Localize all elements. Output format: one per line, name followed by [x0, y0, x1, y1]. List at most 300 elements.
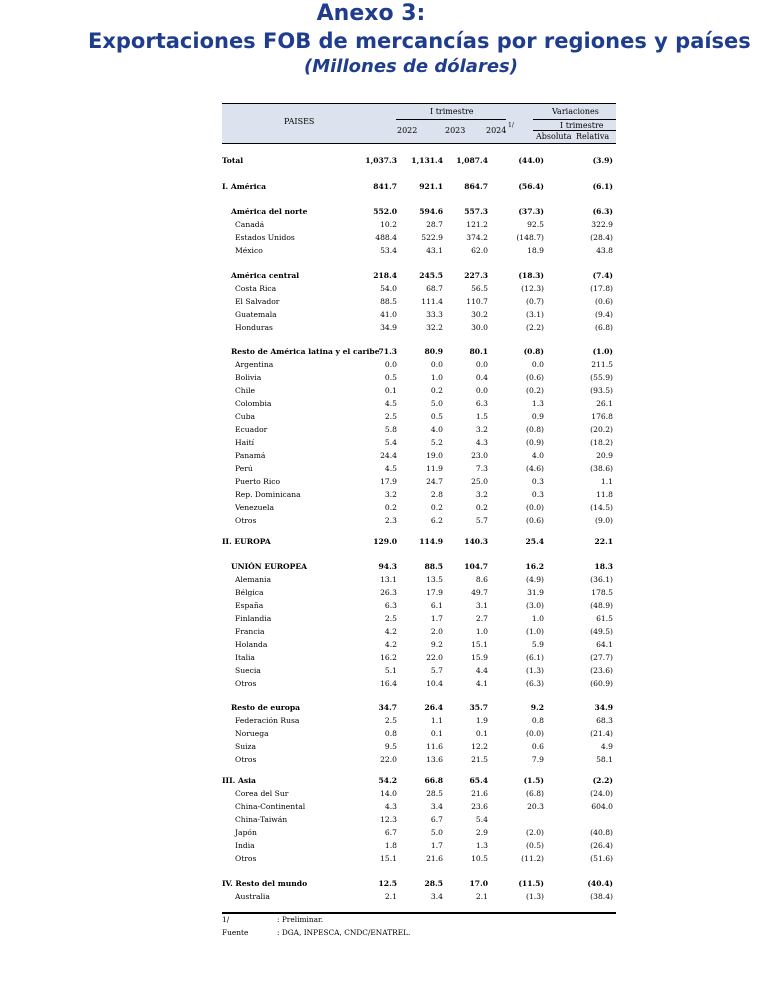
- row-value: 24.7: [426, 477, 443, 486]
- row-value: 111.4: [421, 297, 443, 306]
- row-label: Suiza: [235, 742, 257, 751]
- row-value: (51.6): [590, 854, 613, 863]
- row-value: 65.4: [469, 776, 488, 785]
- row-value: 5.7: [430, 666, 443, 675]
- row-value: (7.4): [592, 271, 613, 280]
- table-row: [222, 385, 616, 398]
- row-value: 0.2: [475, 503, 488, 512]
- row-value: 4.5: [384, 399, 397, 408]
- row-value: (44.0): [518, 156, 544, 165]
- row-value: 110.7: [466, 297, 488, 306]
- footnote-mark: 1/: [222, 915, 230, 924]
- row-value: 488.4: [375, 233, 397, 242]
- row-value: 22.0: [380, 755, 397, 764]
- row-value: 9.2: [530, 703, 544, 712]
- row-label: España: [235, 601, 264, 610]
- row-value: 13.1: [380, 575, 397, 584]
- row-value: (55.9): [590, 373, 613, 382]
- row-label: Alemania: [235, 575, 271, 584]
- row-label: Francia: [235, 627, 265, 636]
- row-value: (49.5): [590, 627, 613, 636]
- row-value: 5.7: [475, 516, 488, 525]
- row-value: 30.0: [471, 323, 488, 332]
- row-value: 0.4: [475, 373, 488, 382]
- row-value: (12.3): [521, 284, 544, 293]
- row-value: 0.1: [475, 729, 488, 738]
- row-value: 2.9: [475, 828, 488, 837]
- table-row: [222, 515, 616, 528]
- table-row: [222, 754, 616, 767]
- row-value: 4.4: [475, 666, 488, 675]
- row-value: (40.8): [590, 828, 613, 837]
- row-value: 28.7: [426, 220, 443, 229]
- row-value: 15.1: [471, 640, 488, 649]
- row-value: 1.3: [475, 841, 488, 850]
- row-value: 0.0: [531, 360, 544, 369]
- row-value: 1.0: [475, 627, 488, 636]
- row-value: 1.1: [430, 716, 443, 725]
- row-value: (0.2): [525, 386, 544, 395]
- row-label: Costa Rica: [235, 284, 277, 293]
- source-label: Fuente: [222, 928, 249, 937]
- table-row: [222, 296, 616, 309]
- row-label: Australia: [235, 892, 270, 901]
- row-value: 1.9: [475, 716, 488, 725]
- table-row: [222, 678, 616, 691]
- table-row: [222, 536, 616, 549]
- row-value: 4.5: [384, 464, 397, 473]
- header-2024: 2024: [486, 126, 507, 135]
- row-label: Guatemala: [235, 310, 277, 319]
- annex-title: Anexo 3:: [316, 1, 426, 26]
- row-value: (21.4): [590, 729, 613, 738]
- table-row: [222, 840, 616, 853]
- row-value: (11.5): [518, 879, 544, 888]
- row-label: Finlandia: [235, 614, 272, 623]
- row-value: 13.6: [426, 755, 443, 764]
- row-value: (36.1): [590, 575, 613, 584]
- table-row: [222, 232, 616, 245]
- row-value: (23.6): [590, 666, 613, 675]
- table-row: [222, 561, 616, 574]
- row-value: 6.3: [384, 601, 397, 610]
- header-trimestre: I trimestre: [430, 107, 474, 116]
- table-row: [222, 600, 616, 613]
- table-row: [222, 437, 616, 450]
- row-value: 522.9: [421, 233, 443, 242]
- table-row: [222, 587, 616, 600]
- row-label: Perú: [235, 464, 253, 473]
- row-value: 0.1: [384, 386, 397, 395]
- row-value: (1.0): [525, 627, 544, 636]
- table-row: [222, 283, 616, 296]
- row-value: (37.3): [518, 207, 544, 216]
- row-value: 68.7: [426, 284, 443, 293]
- table-row: [222, 181, 616, 194]
- row-value: 12.5: [378, 879, 397, 888]
- row-label: Suecia: [235, 666, 261, 675]
- row-value: 26.3: [380, 588, 397, 597]
- row-value: 1,087.4: [456, 156, 488, 165]
- table-row: [222, 639, 616, 652]
- row-value: (0.6): [594, 297, 613, 306]
- row-value: (6.3): [592, 207, 613, 216]
- row-value: 218.4: [373, 271, 397, 280]
- row-value: 25.0: [471, 477, 488, 486]
- row-value: (14.5): [590, 503, 613, 512]
- table-row: [222, 155, 616, 168]
- row-value: 32.2: [426, 323, 443, 332]
- row-value: 5.1: [384, 666, 397, 675]
- table-row: [222, 574, 616, 587]
- row-label: Venezuela: [235, 503, 275, 512]
- row-value: 10.4: [426, 679, 443, 688]
- row-value: 24.4: [380, 451, 397, 460]
- header-divider-variaciones: [533, 119, 616, 120]
- row-value: 2.1: [475, 892, 488, 901]
- table-row: [222, 219, 616, 232]
- table-row: [222, 476, 616, 489]
- row-value: 0.0: [384, 360, 397, 369]
- row-value: 16.4: [380, 679, 397, 688]
- row-value: (18.2): [590, 438, 613, 447]
- row-value: 49.7: [471, 588, 488, 597]
- row-value: 4.1: [475, 679, 488, 688]
- row-label: India: [235, 841, 255, 850]
- table-row: [222, 891, 616, 904]
- table-row: [222, 346, 616, 359]
- row-value: (6.3): [525, 679, 544, 688]
- row-value: 3.1: [475, 601, 488, 610]
- row-value: 227.3: [464, 271, 488, 280]
- row-value: (1.5): [523, 776, 544, 785]
- row-value: 9.2: [430, 640, 443, 649]
- row-value: (3.9): [592, 156, 613, 165]
- table-row: [222, 814, 616, 827]
- table-row: [222, 359, 616, 372]
- row-label: Otros: [235, 516, 257, 525]
- row-value: 5.8: [384, 425, 397, 434]
- table-row: [222, 775, 616, 788]
- row-value: 552.0: [373, 207, 397, 216]
- row-value: (2.2): [525, 323, 544, 332]
- row-value: 43.8: [596, 246, 613, 255]
- row-value: (0.6): [525, 373, 544, 382]
- row-value: 5.4: [384, 438, 397, 447]
- row-value: 6.2: [430, 516, 443, 525]
- header-absoluta: Absoluta: [536, 132, 572, 141]
- row-value: 53.4: [380, 246, 397, 255]
- row-value: 178.5: [591, 588, 613, 597]
- row-value: 54.2: [378, 776, 397, 785]
- row-value: 0.8: [531, 716, 544, 725]
- row-value: 4.9: [600, 742, 613, 751]
- row-value: 1.5: [475, 412, 488, 421]
- row-value: 140.3: [464, 537, 488, 546]
- row-value: 15.1: [380, 854, 397, 863]
- row-value: (1.3): [525, 666, 544, 675]
- row-label: Resto de América latina y el caribe: [231, 347, 380, 356]
- row-value: 4.2: [384, 640, 397, 649]
- row-value: 7.3: [475, 464, 488, 473]
- header-divider-var-trimestre: [533, 130, 616, 131]
- row-label: Cuba: [235, 412, 256, 421]
- row-value: 20.3: [527, 802, 544, 811]
- row-label: Colombia: [235, 399, 272, 408]
- row-value: 841.7: [373, 182, 397, 191]
- row-value: (6.1): [592, 182, 613, 191]
- row-value: 2.0: [430, 627, 443, 636]
- header-2022: 2022: [397, 126, 418, 135]
- row-value: 33.3: [426, 310, 443, 319]
- row-value: 92.5: [527, 220, 544, 229]
- row-value: 6.7: [384, 828, 397, 837]
- row-value: 14.0: [380, 789, 397, 798]
- row-label: Japón: [235, 828, 257, 837]
- row-value: (4.9): [525, 575, 544, 584]
- row-value: (0.0): [525, 729, 544, 738]
- row-label: Chile: [235, 386, 256, 395]
- row-value: (27.7): [590, 653, 613, 662]
- row-label: América del norte: [231, 207, 308, 216]
- row-value: 18.9: [527, 246, 544, 255]
- row-value: 80.9: [424, 347, 443, 356]
- row-value: 176.8: [591, 412, 613, 421]
- row-value: 6.7: [430, 815, 443, 824]
- row-value: (0.9): [525, 438, 544, 447]
- row-value: 61.5: [596, 614, 613, 623]
- source-text: : DGA, INPESCA, CNDC/ENATREL.: [277, 928, 411, 937]
- row-value: (38.4): [590, 892, 613, 901]
- row-value: 94.3: [378, 562, 397, 571]
- row-value: 25.4: [525, 537, 544, 546]
- row-value: 31.9: [527, 588, 544, 597]
- row-label: México: [235, 246, 263, 255]
- row-value: 10.5: [471, 854, 488, 863]
- row-value: 1.7: [430, 614, 443, 623]
- row-value: 5.9: [531, 640, 544, 649]
- row-value: 71.3: [378, 347, 397, 356]
- row-value: (6.8): [594, 323, 613, 332]
- table-row: [222, 372, 616, 385]
- table-row: [222, 450, 616, 463]
- row-value: 4.2: [384, 627, 397, 636]
- row-value: (28.4): [590, 233, 613, 242]
- row-label: Argentina: [235, 360, 274, 369]
- row-value: 245.5: [419, 271, 443, 280]
- row-value: 5.4: [475, 815, 488, 824]
- row-value: (6.1): [525, 653, 544, 662]
- row-value: 0.2: [430, 503, 443, 512]
- row-value: 0.0: [475, 360, 488, 369]
- table-row: [222, 827, 616, 840]
- row-value: 16.2: [380, 653, 397, 662]
- row-value: 129.0: [373, 537, 397, 546]
- row-label: China-Continental: [235, 802, 306, 811]
- row-value: 3.4: [430, 892, 443, 901]
- header-2024-note: 1/: [508, 122, 514, 129]
- row-value: 322.9: [591, 220, 613, 229]
- row-value: 21.5: [471, 755, 488, 764]
- row-value: 3.2: [475, 425, 488, 434]
- table-row: [222, 502, 616, 515]
- row-label: Holanda: [235, 640, 268, 649]
- row-value: (6.8): [525, 789, 544, 798]
- row-value: 23.0: [471, 451, 488, 460]
- row-value: 1.0: [430, 373, 443, 382]
- row-value: 13.5: [426, 575, 443, 584]
- row-value: 17.0: [469, 879, 488, 888]
- row-label: Italia: [235, 653, 255, 662]
- row-label: Bolivia: [235, 373, 262, 382]
- row-value: (1.3): [525, 892, 544, 901]
- row-value: 3.2: [475, 490, 488, 499]
- row-value: 17.9: [380, 477, 397, 486]
- row-value: 1.1: [600, 477, 613, 486]
- row-value: 594.6: [419, 207, 443, 216]
- row-label: Canadá: [235, 220, 265, 229]
- row-value: (1.0): [592, 347, 613, 356]
- row-value: 5.0: [430, 828, 443, 837]
- row-value: 15.9: [471, 653, 488, 662]
- row-label: Federación Rusa: [235, 716, 300, 725]
- table-header: [222, 103, 616, 144]
- row-value: 28.5: [426, 789, 443, 798]
- row-value: 5.0: [430, 399, 443, 408]
- row-value: (2.0): [525, 828, 544, 837]
- row-value: 374.2: [466, 233, 488, 242]
- row-value: 8.6: [475, 575, 488, 584]
- table-row: [222, 728, 616, 741]
- row-value: 0.8: [384, 729, 397, 738]
- table-row: [222, 489, 616, 502]
- row-value: 34.9: [594, 703, 613, 712]
- row-value: 1,131.4: [411, 156, 443, 165]
- table-row: [222, 741, 616, 754]
- row-value: 21.6: [426, 854, 443, 863]
- row-value: 4.3: [384, 802, 397, 811]
- row-value: (38.6): [590, 464, 613, 473]
- row-value: 2.8: [430, 490, 443, 499]
- row-value: (40.4): [587, 879, 613, 888]
- footnote-text: : Preliminar.: [277, 915, 324, 924]
- units-subtitle: (Millones de dólares): [304, 56, 518, 77]
- row-value: 0.2: [430, 386, 443, 395]
- row-label: Estados Unidos: [235, 233, 295, 242]
- row-label: Resto de europa: [231, 703, 301, 712]
- row-value: 104.7: [464, 562, 488, 571]
- row-value: 0.6: [531, 742, 544, 751]
- row-value: 88.5: [380, 297, 397, 306]
- row-value: 211.5: [591, 360, 613, 369]
- table-row: [222, 652, 616, 665]
- table-title: Exportaciones FOB de mercancías por regiones y países: [88, 29, 751, 53]
- table-row: [222, 398, 616, 411]
- row-label: Corea del Sur: [235, 789, 289, 798]
- row-value: 4.0: [531, 451, 544, 460]
- row-value: 4.3: [475, 438, 488, 447]
- row-value: (18.3): [518, 271, 544, 280]
- row-label: China-Taiwán: [235, 815, 288, 824]
- row-label: Bélgica: [235, 588, 264, 597]
- row-value: 1.8: [384, 841, 397, 850]
- header-variaciones: Variaciones: [552, 107, 599, 116]
- row-label: IV. Resto del mundo: [222, 879, 308, 888]
- row-value: 11.6: [426, 742, 443, 751]
- row-value: 2.5: [384, 716, 397, 725]
- table-row: [222, 626, 616, 639]
- row-value: (2.2): [592, 776, 613, 785]
- table-row: [222, 463, 616, 476]
- row-value: 17.9: [426, 588, 443, 597]
- row-value: (11.2): [521, 854, 544, 863]
- row-value: (93.5): [590, 386, 613, 395]
- table-row: [222, 665, 616, 678]
- table-row: [222, 309, 616, 322]
- row-value: 68.3: [596, 716, 613, 725]
- row-value: 0.9: [531, 412, 544, 421]
- table-row: [222, 206, 616, 219]
- table-row: [222, 702, 616, 715]
- row-value: 3.4: [430, 802, 443, 811]
- table-row: [222, 788, 616, 801]
- row-value: 18.3: [594, 562, 613, 571]
- row-value: 20.9: [596, 451, 613, 460]
- table-row: [222, 853, 616, 866]
- row-value: (148.7): [516, 233, 544, 242]
- row-label: Otros: [235, 679, 257, 688]
- row-value: (0.5): [525, 841, 544, 850]
- row-value: (0.0): [525, 503, 544, 512]
- row-value: 54.0: [380, 284, 397, 293]
- row-label: Noruega: [235, 729, 269, 738]
- table-row: [222, 878, 616, 891]
- row-label: Rep. Dominicana: [235, 490, 301, 499]
- row-value: 88.5: [424, 562, 443, 571]
- row-value: 0.3: [531, 477, 544, 486]
- row-value: (26.4): [590, 841, 613, 850]
- row-label: UNIÓN EUROPEA: [231, 562, 308, 571]
- row-value: 6.1: [430, 601, 443, 610]
- row-value: 66.8: [424, 776, 443, 785]
- header-var-trimestre: I trimestre: [560, 121, 604, 130]
- row-value: 64.1: [596, 640, 613, 649]
- row-value: 22.1: [594, 537, 613, 546]
- row-label: Ecuador: [235, 425, 268, 434]
- header-paises: PAISES: [284, 117, 315, 126]
- row-value: 30.2: [471, 310, 488, 319]
- table-row: [222, 715, 616, 728]
- row-label: Honduras: [235, 323, 273, 332]
- row-label: Otros: [235, 854, 257, 863]
- row-value: 0.3: [531, 490, 544, 499]
- row-value: 557.3: [464, 207, 488, 216]
- row-value: (0.8): [525, 425, 544, 434]
- row-value: (9.0): [594, 516, 613, 525]
- row-value: (9.4): [594, 310, 613, 319]
- row-value: 0.5: [430, 412, 443, 421]
- row-value: 604.0: [591, 802, 613, 811]
- row-label: América central: [231, 271, 300, 280]
- row-label: Haití: [235, 438, 255, 447]
- row-value: 34.9: [380, 323, 397, 332]
- row-value: 921.1: [419, 182, 443, 191]
- row-value: 6.3: [475, 399, 488, 408]
- row-value: 56.5: [471, 284, 488, 293]
- row-label: II. EUROPA: [222, 537, 271, 546]
- row-value: (48.9): [590, 601, 613, 610]
- row-value: 1.0: [531, 614, 544, 623]
